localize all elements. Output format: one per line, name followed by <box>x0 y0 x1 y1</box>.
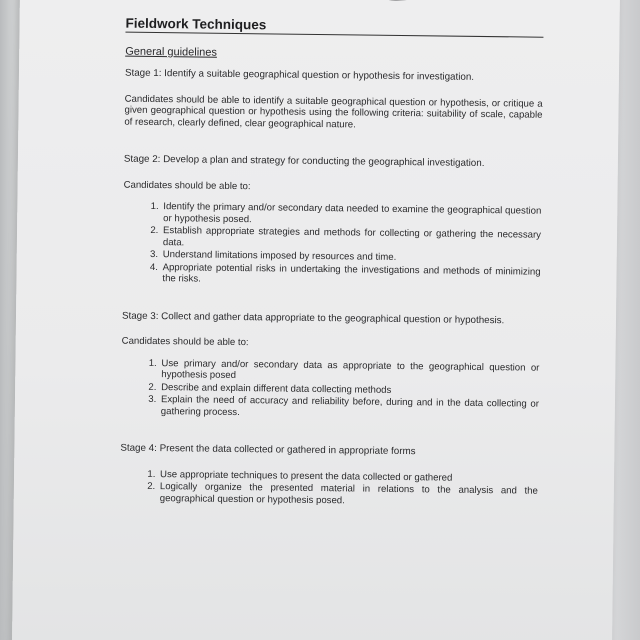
stage-2-heading: Stage 2: Develop a plan and strategy for conducting the geographical investigation. <box>123 153 485 170</box>
list-item: 3. Understand limitations imposed by resources and time. <box>161 249 541 265</box>
list-item: 1. Identify the primary and/or secondary data needed to examine the geographical question or hypothesis posed. <box>161 201 541 229</box>
ink-blot <box>380 0 461 2</box>
stage-2-lead: Candidates should be able to: <box>123 179 251 192</box>
list-item: 2. Establish appropriate strategies and methods for collecting or gathering the necessary data. <box>161 225 541 253</box>
list-item: 1. Use appropriate techniques to present the data collected or gathered <box>158 469 538 485</box>
stage-1-paragraph: Candidates should be able to identify a suitable geographical question or hypothesis, or critique a given geographical question or hypothesis using the following criteria: suitability of scale, capable of research, clearly defined, clear geographical nature. <box>124 93 543 130</box>
stage-4-heading: Stage 4: Present the data collected or gathered in appropriate forms <box>120 442 416 458</box>
stage-4-list <box>120 468 538 509</box>
page-content <box>120 15 544 523</box>
list-item: 2. Describe and explain different data collecting methods <box>159 382 539 398</box>
page-title: Fieldwork Techniques <box>125 18 543 38</box>
stage-3-lead: Candidates should be able to: <box>121 335 249 349</box>
stage-2-list <box>122 201 541 290</box>
stage-1-heading: Stage 1: Identify a suitable geographical question or hypothesis for investigation. <box>124 67 475 83</box>
stage-3-heading: Stage 3: Collect and gather data appropriate to the geographical question or hypothesis. <box>121 310 505 326</box>
list-item: 4. Appropriate potential risks in undertaking the investigations and methods of minimizing the risks. <box>160 262 540 290</box>
section-subheading: General guidelines <box>125 45 218 59</box>
stage-3-list <box>121 357 540 422</box>
paper-sheet <box>12 0 620 640</box>
list-item: 3. Explain the need of accuracy and reliability before, during and in the data collecting or gathering process. <box>159 394 539 422</box>
list-item: 1. Use primary and/or secondary data as appropriate to the geographical question or hypothesis posed <box>159 358 539 386</box>
list-item: 2. Logically organize the presented material in relations to the analysis and the geographical question or hypothesis posed. <box>158 481 538 509</box>
